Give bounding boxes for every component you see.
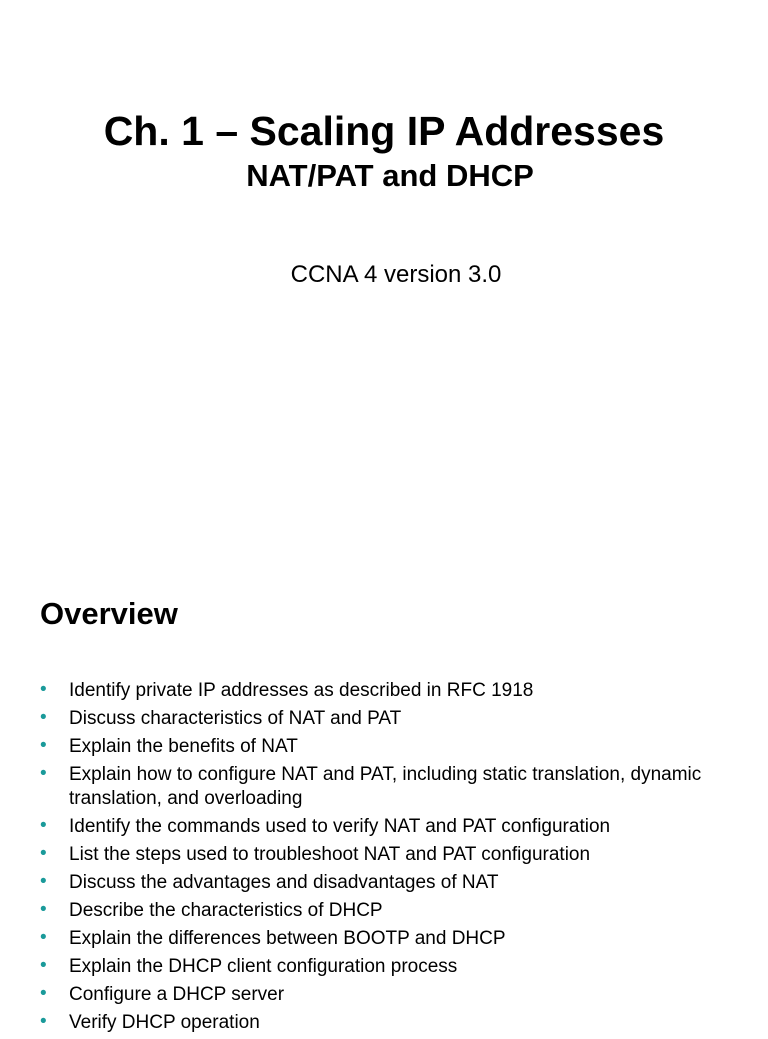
objectives-list: [40, 679, 740, 1039]
list-item-text: Explain the benefits of NAT: [69, 736, 298, 757]
bullet-icon: •: [40, 899, 47, 920]
bullet-icon: •: [40, 735, 47, 756]
list-item-text: Verify DHCP operation: [69, 1012, 260, 1033]
slide-subtitle: NAT/PAT and DHCP: [246, 158, 534, 193]
bullet-icon: •: [40, 843, 47, 864]
bullet-icon: •: [40, 1011, 47, 1032]
list-item: [40, 955, 740, 979]
list-item: [40, 1011, 740, 1035]
list-item: [40, 871, 740, 895]
bullet-icon: •: [40, 955, 47, 976]
list-item: [40, 735, 740, 759]
slide-title: Ch. 1 – Scaling IP Addresses: [103, 108, 665, 154]
bullet-icon: •: [40, 707, 47, 728]
bullet-icon: •: [40, 983, 47, 1004]
list-item: [40, 899, 740, 923]
overview-heading: Overview: [40, 596, 178, 631]
list-item-text: Identify private IP addresses as described in RFC 1918: [69, 680, 534, 701]
list-item-text: List the steps used to troubleshoot NAT and PAT configuration: [69, 844, 591, 865]
list-item: [40, 927, 740, 951]
bullet-icon: •: [40, 927, 47, 948]
list-item-text: Configure a DHCP server: [69, 984, 285, 1005]
bullet-icon: •: [40, 815, 47, 836]
list-item: [40, 679, 740, 703]
list-item-text: Explain the DHCP client configuration process: [69, 956, 458, 977]
list-item-text: Discuss characteristics of NAT and PAT: [69, 708, 402, 729]
list-item-text: Explain how to configure NAT and PAT, including static translation, dynamic translation, and overloading: [69, 764, 702, 809]
list-item: [40, 707, 740, 731]
list-item: [40, 983, 740, 1007]
list-item-text: Describe the characteristics of DHCP: [69, 900, 383, 921]
bullet-icon: •: [40, 763, 47, 784]
list-item: [40, 763, 740, 811]
list-item-text: Identify the commands used to verify NAT and PAT configuration: [69, 816, 611, 837]
course-version: CCNA 4 version 3.0: [290, 261, 502, 288]
bullet-icon: •: [40, 679, 47, 700]
list-item-text: Discuss the advantages and disadvantages of NAT: [69, 872, 499, 893]
list-item: [40, 815, 740, 839]
list-item-text: Explain the differences between BOOTP and DHCP: [69, 928, 506, 949]
bullet-icon: •: [40, 871, 47, 892]
list-item: [40, 843, 740, 867]
